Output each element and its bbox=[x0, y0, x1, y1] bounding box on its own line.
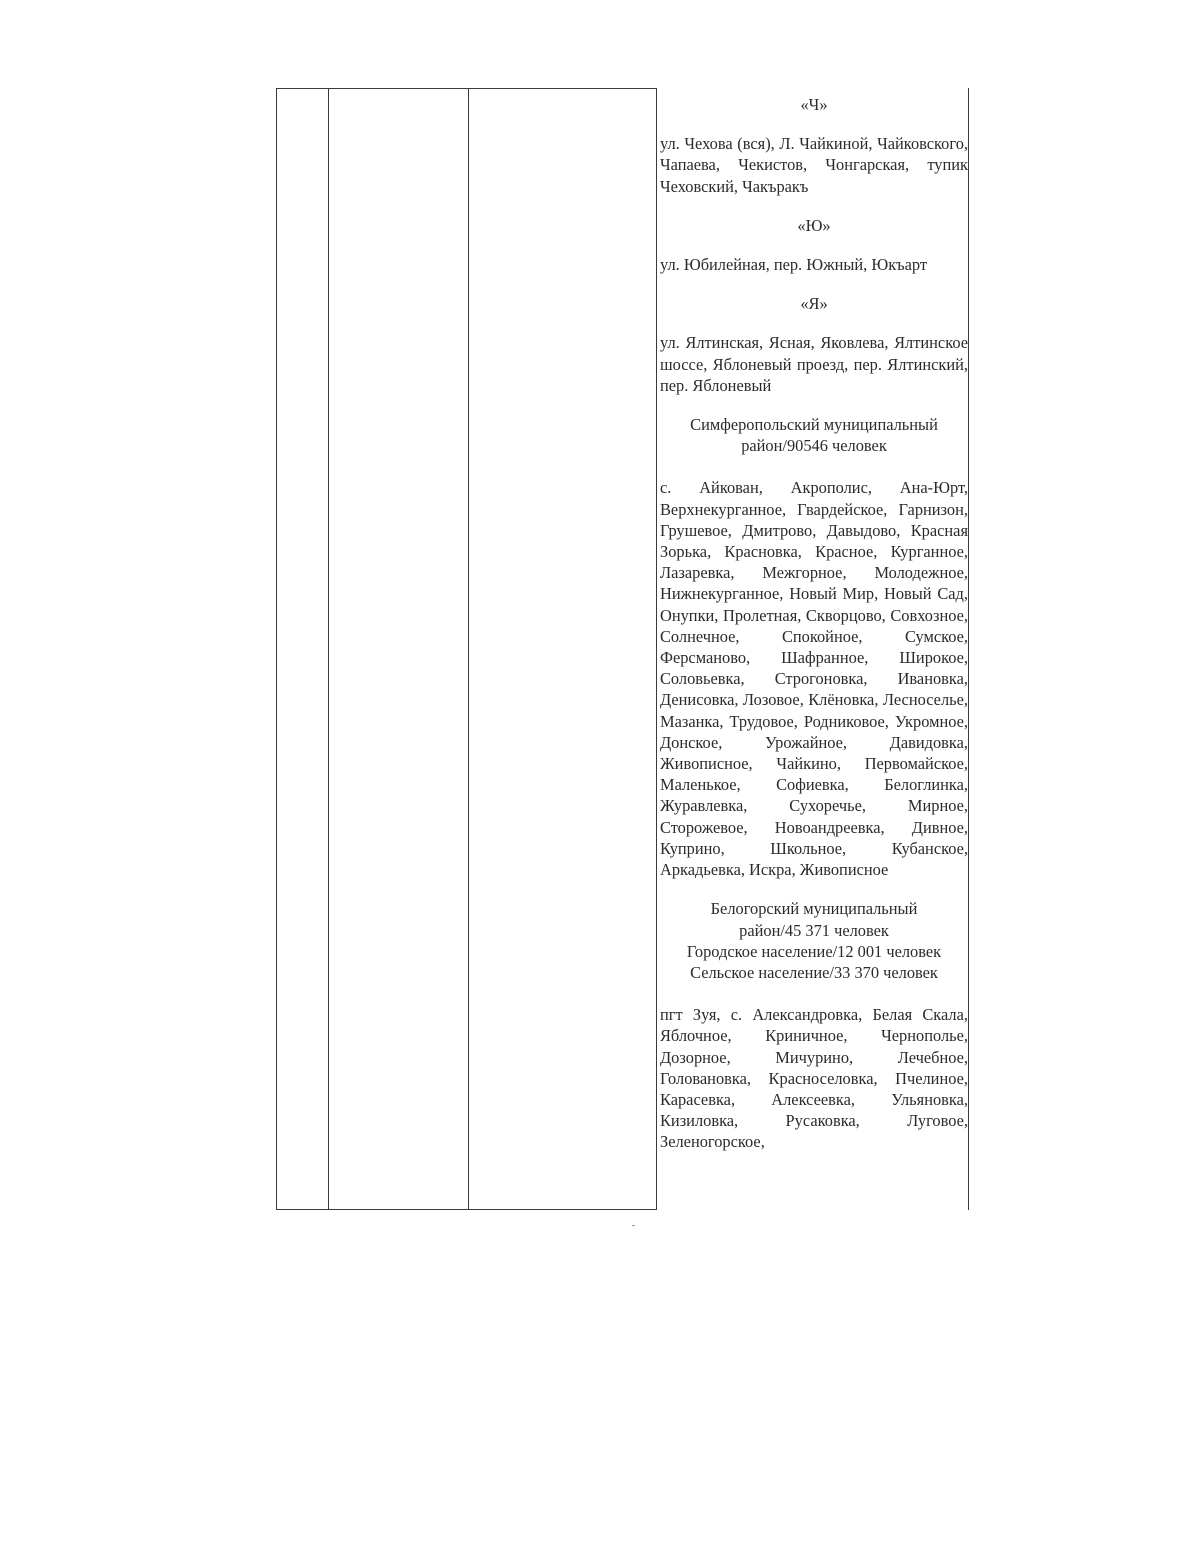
streets-yu: ул. Юбилейная, пер. Южный, Юкъарт bbox=[660, 255, 928, 275]
table-top-border bbox=[276, 88, 656, 89]
section-letter-ya: «Я» bbox=[800, 294, 828, 314]
document-table bbox=[276, 88, 969, 1210]
heading-line: Симферопольский муниципальный bbox=[690, 415, 938, 435]
section-letter-yu: «Ю» bbox=[797, 215, 831, 235]
heading-line: Городское население/12 001 человек bbox=[686, 941, 942, 961]
column-divider-1 bbox=[328, 88, 329, 1210]
district-heading-simferopol bbox=[660, 414, 968, 456]
settlements-column bbox=[660, 94, 968, 1153]
section-letter-ch: «Ч» bbox=[800, 95, 828, 114]
scan-mark bbox=[632, 1225, 635, 1226]
table-left-border bbox=[276, 88, 277, 1210]
table-bottom-border bbox=[276, 1209, 656, 1210]
streets-ch: ул. Чехова (вся), Л. Чайкиной, Чайковского, Чапаева, Чекистов, Чонгарская, тупик Чеховский, Чакъракъ bbox=[660, 134, 968, 196]
heading-line: Сельское население/33 370 человек bbox=[690, 962, 938, 982]
heading-line: район/45 371 человек bbox=[739, 920, 889, 940]
settlements-belogorsk: пгт Зуя, с. Александровка, Белая Скала, Яблочное, Криничное, Чернополье, Дозорное, Мичурино, Лечебное, Головановка, Красноселовка, Пчелиное, Карасевка, Алексеевка, Ульяновка, Кизиловка, Русаковка, Луговое, Зеленогорское, bbox=[660, 1005, 968, 1152]
settlements-simferopol: с. Айкован, Акрополис, Ана-Юрт, Верхнекурганное, Гвардейское, Гарнизон, Грушевое, Дмитрово, Давыдово, Красная Зорька, Красновка, Красное, Курганное, Лазаревка, Межгорное, Молодежное, Нижнекурганное, Новый Мир, Новый Сад, Онупки, Пролетная, Скворцово, Совхозное, Солнечное, Спокойное, Сумское, Ферсманово, Шафранное, Широкое, Соловьевка, Строгоновка, Ивановка, Денисовка, Лозовое, Клёновка, Лесноселье, Мазанка, Трудовое, Родниковое, Укромное, Донское, Урожайное, Давидовка, Живописное, Чайкино, Первомайское, Маленькое, Софиевка, Белоглинка, Журавлевка, Сухоречье, Мирное, Сторожевое, Новоандреевка, Дивное, Куприно, Школьное, Кубанское, Аркадьевка, Искра, Живописное bbox=[660, 478, 968, 880]
column-divider-2 bbox=[468, 88, 469, 1210]
heading-line: Белогорский муниципальный bbox=[710, 899, 918, 919]
table-right-border bbox=[968, 88, 969, 1210]
heading-line: район/90546 человек bbox=[741, 436, 887, 456]
column-divider-3 bbox=[656, 88, 657, 1210]
district-heading-belogorsk bbox=[660, 898, 968, 983]
streets-ya: ул. Ялтинская, Ясная, Яковлева, Ялтинское шоссе, Яблоневый проезд, пер. Ялтинский, пер. Яблоневый bbox=[660, 333, 968, 395]
